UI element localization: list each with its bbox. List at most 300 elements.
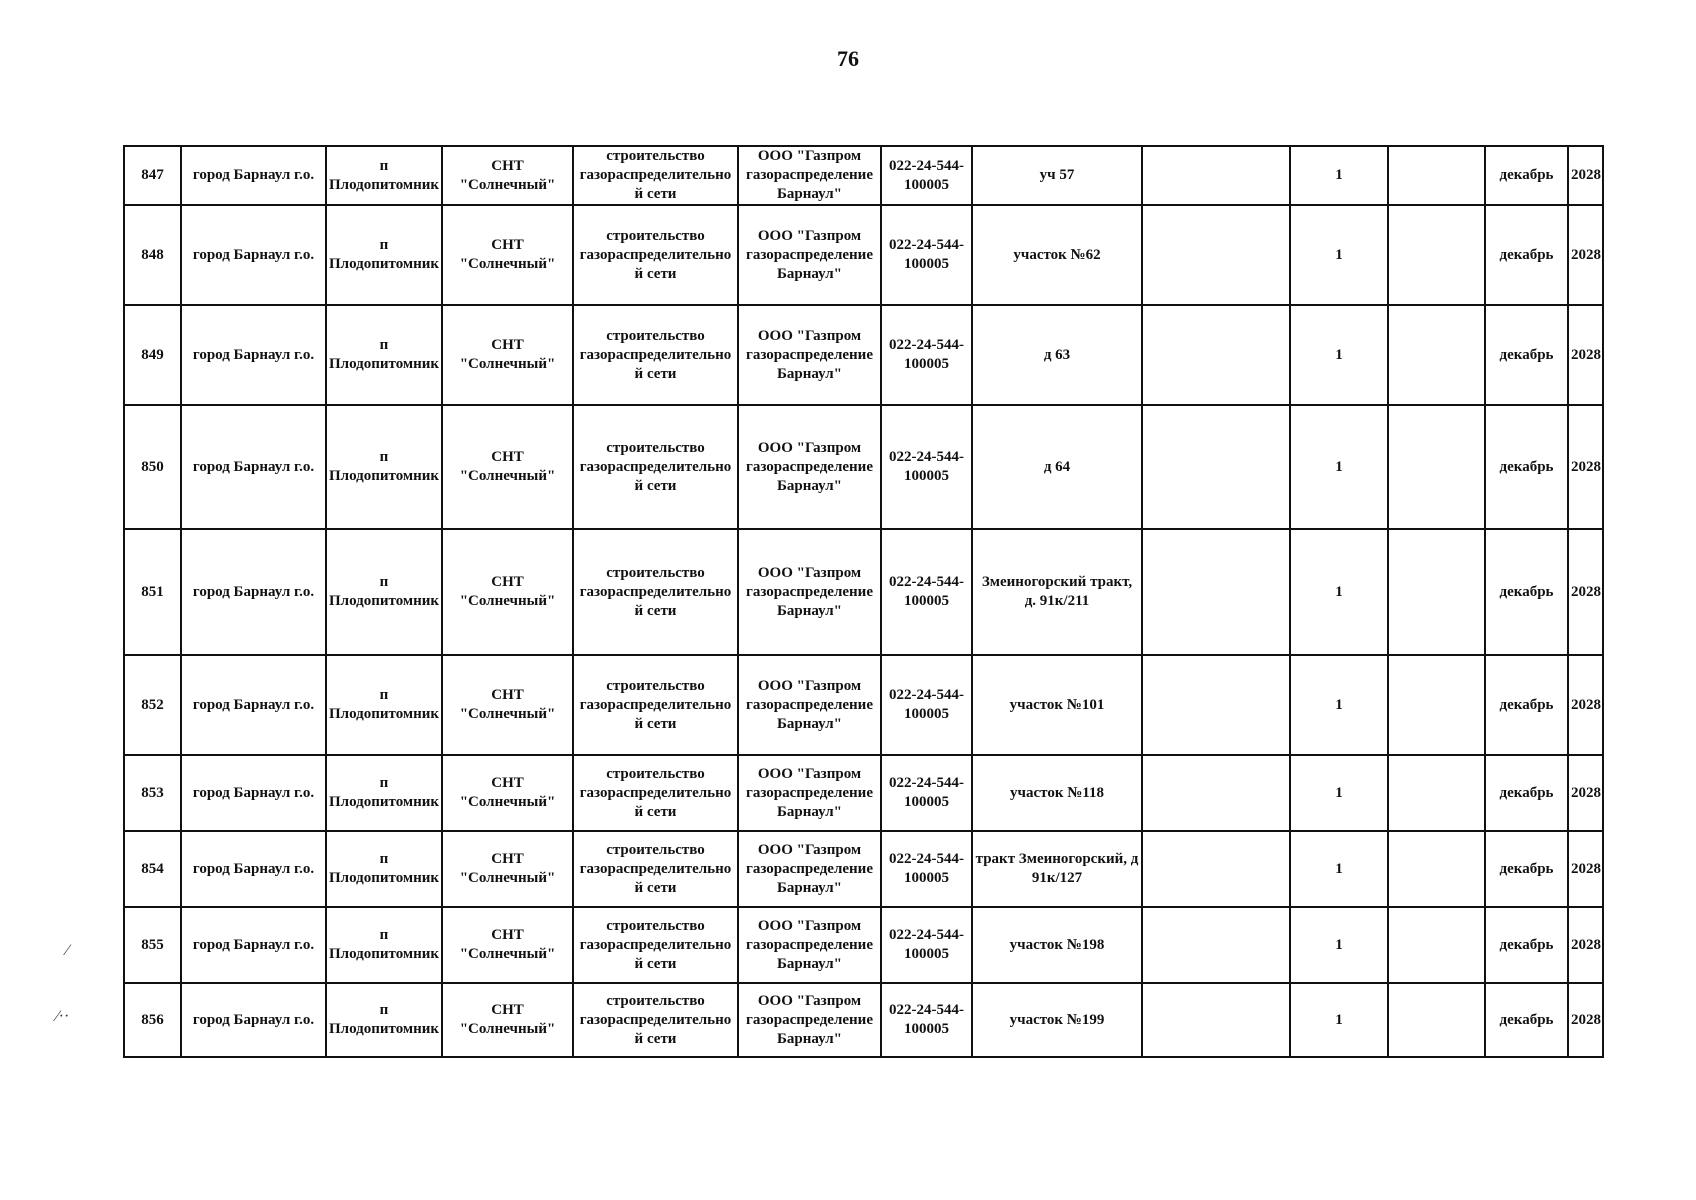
work-type-cell bbox=[573, 405, 738, 529]
org-name: "Солнечный" bbox=[459, 256, 556, 272]
empty-cell bbox=[1388, 983, 1485, 1057]
row-number-cell bbox=[124, 205, 181, 305]
table-row bbox=[124, 305, 1603, 405]
settlement-type: п bbox=[379, 337, 389, 353]
quantity-cell bbox=[1290, 529, 1388, 655]
settlement-type: п bbox=[379, 574, 389, 590]
empty-cell bbox=[1142, 146, 1290, 205]
quantity: 1 bbox=[1335, 346, 1343, 363]
year: 2028 bbox=[1571, 696, 1601, 713]
work-line: строительство bbox=[606, 564, 705, 581]
month-cell bbox=[1485, 305, 1568, 405]
row-number-cell bbox=[124, 907, 181, 983]
settlement-cell bbox=[326, 405, 442, 529]
address: участок №62 bbox=[1013, 246, 1101, 263]
operator-cell bbox=[738, 405, 881, 529]
operator-line: Барнаул" bbox=[776, 602, 842, 619]
operator-line: Барнаул" bbox=[776, 186, 842, 202]
code-line: 100005 bbox=[904, 1021, 949, 1037]
work-type-cell bbox=[573, 529, 738, 655]
organization-cell bbox=[442, 983, 573, 1057]
settlement-cell bbox=[326, 907, 442, 983]
org-name: "Солнечный" bbox=[459, 946, 556, 962]
settlement-name: Плодопитомник bbox=[329, 706, 440, 722]
row-number-cell bbox=[124, 146, 181, 205]
year-cell bbox=[1568, 983, 1603, 1057]
empty-cell bbox=[1388, 405, 1485, 529]
locality: город Барнаул г.о. bbox=[192, 1011, 315, 1028]
address-cell bbox=[972, 983, 1142, 1057]
quantity-cell bbox=[1290, 983, 1388, 1057]
row-number: 853 bbox=[141, 784, 164, 801]
locality-cell bbox=[181, 831, 326, 907]
year-cell bbox=[1568, 907, 1603, 983]
code-cell bbox=[881, 831, 972, 907]
address-cell bbox=[972, 405, 1142, 529]
code-line: 100005 bbox=[904, 468, 949, 484]
org-name: "Солнечный" bbox=[459, 593, 556, 609]
operator-line: газораспределение bbox=[746, 246, 873, 263]
settlement-name: Плодопитомник bbox=[329, 356, 440, 372]
registry-body bbox=[124, 146, 1603, 1057]
table-row bbox=[124, 983, 1603, 1057]
row-number: 850 bbox=[141, 458, 164, 475]
org-name: "Солнечный" bbox=[459, 468, 556, 484]
operator-line: ООО "Газпром bbox=[757, 765, 862, 782]
empty-cell bbox=[1388, 146, 1485, 205]
operator-line: газораспределение bbox=[746, 1011, 873, 1028]
code-line: 100005 bbox=[904, 176, 949, 193]
work-line: й сети bbox=[634, 186, 677, 202]
work-line: й сети bbox=[634, 955, 677, 972]
address-cell bbox=[972, 305, 1142, 405]
empty-cell bbox=[1388, 205, 1485, 305]
month-cell bbox=[1485, 529, 1568, 655]
org-type: СНТ bbox=[491, 449, 524, 465]
settlement-name: Плодопитомник bbox=[329, 794, 440, 810]
operator-line: газораспределение bbox=[746, 936, 873, 953]
month-cell bbox=[1485, 146, 1568, 205]
locality-cell bbox=[181, 405, 326, 529]
locality-cell bbox=[181, 305, 326, 405]
locality: город Барнаул г.о. bbox=[192, 458, 315, 475]
work-line: строительство bbox=[606, 148, 705, 164]
empty-cell bbox=[1142, 655, 1290, 755]
locality-cell bbox=[181, 983, 326, 1057]
settlement-cell bbox=[326, 831, 442, 907]
row-number: 848 bbox=[141, 246, 164, 263]
month-cell bbox=[1485, 755, 1568, 831]
month-cell bbox=[1485, 205, 1568, 305]
empty-cell bbox=[1388, 907, 1485, 983]
quantity: 1 bbox=[1335, 696, 1343, 713]
year: 2028 bbox=[1571, 936, 1601, 953]
year: 2028 bbox=[1571, 784, 1601, 801]
code-line: 022-24-544- bbox=[889, 237, 964, 253]
locality-cell bbox=[181, 146, 326, 205]
row-number-cell bbox=[124, 305, 181, 405]
code-cell bbox=[881, 305, 972, 405]
quantity-cell bbox=[1290, 146, 1388, 205]
month-cell bbox=[1485, 983, 1568, 1057]
work-type-cell bbox=[573, 755, 738, 831]
margin-mark: ⁄·· bbox=[56, 1008, 70, 1025]
year-cell bbox=[1568, 755, 1603, 831]
empty-cell bbox=[1142, 983, 1290, 1057]
operator-line: ООО "Газпром bbox=[757, 327, 862, 344]
year-cell bbox=[1568, 305, 1603, 405]
settlement-cell bbox=[326, 655, 442, 755]
work-type-cell bbox=[573, 831, 738, 907]
margin-mark: ⁄ bbox=[66, 942, 69, 959]
empty-cell bbox=[1142, 907, 1290, 983]
settlement-name: Плодопитомник bbox=[329, 176, 440, 193]
organization-cell bbox=[442, 146, 573, 205]
organization-cell bbox=[442, 655, 573, 755]
work-line: газораспределительно bbox=[579, 860, 732, 877]
organization-cell bbox=[442, 205, 573, 305]
year: 2028 bbox=[1571, 246, 1601, 263]
quantity: 1 bbox=[1335, 784, 1343, 801]
work-line: й сети bbox=[634, 365, 677, 382]
code-line: 100005 bbox=[904, 794, 949, 810]
work-line: й сети bbox=[634, 1030, 677, 1047]
operator-line: Барнаул" bbox=[776, 265, 842, 282]
month-cell bbox=[1485, 831, 1568, 907]
code-cell bbox=[881, 983, 972, 1057]
settlement-type: п bbox=[379, 687, 389, 703]
code-cell bbox=[881, 405, 972, 529]
year: 2028 bbox=[1571, 346, 1601, 363]
work-type-cell bbox=[573, 907, 738, 983]
row-number-cell bbox=[124, 655, 181, 755]
month: декабрь bbox=[1499, 696, 1554, 713]
work-line: газораспределительно bbox=[579, 1011, 732, 1028]
empty-cell bbox=[1142, 831, 1290, 907]
code-line: 022-24-544- bbox=[889, 927, 964, 943]
address-cell bbox=[972, 831, 1142, 907]
operator-line: ООО "Газпром bbox=[757, 148, 862, 164]
locality: город Барнаул г.о. bbox=[192, 167, 315, 183]
operator-cell bbox=[738, 205, 881, 305]
code-line: 022-24-544- bbox=[889, 775, 964, 791]
work-line: строительство bbox=[606, 439, 705, 456]
code-cell bbox=[881, 907, 972, 983]
work-line: строительство bbox=[606, 327, 705, 344]
year: 2028 bbox=[1571, 1011, 1601, 1028]
address-cell bbox=[972, 529, 1142, 655]
work-line: й сети bbox=[634, 602, 677, 619]
org-name: "Солнечный" bbox=[459, 706, 556, 722]
work-line: строительство bbox=[606, 917, 705, 934]
empty-cell bbox=[1388, 529, 1485, 655]
org-type: СНТ bbox=[491, 574, 524, 590]
operator-line: газораспределение bbox=[746, 458, 873, 475]
org-type: СНТ bbox=[491, 237, 524, 253]
settlement-type: п bbox=[379, 157, 389, 174]
table-row bbox=[124, 655, 1603, 755]
quantity-cell bbox=[1290, 405, 1388, 529]
month: декабрь bbox=[1499, 860, 1554, 877]
org-type: СНТ bbox=[491, 775, 524, 791]
org-name: "Солнечный" bbox=[459, 1021, 556, 1037]
operator-line: Барнаул" bbox=[776, 879, 842, 896]
work-line: газораспределительно bbox=[579, 167, 732, 183]
code-line: 100005 bbox=[904, 870, 949, 886]
settlement-name: Плодопитомник bbox=[329, 256, 440, 272]
address-cell bbox=[972, 907, 1142, 983]
locality-cell bbox=[181, 655, 326, 755]
org-type: СНТ bbox=[491, 337, 524, 353]
quantity-cell bbox=[1290, 305, 1388, 405]
code-line: 100005 bbox=[904, 706, 949, 722]
operator-cell bbox=[738, 755, 881, 831]
row-number-cell bbox=[124, 983, 181, 1057]
month: декабрь bbox=[1499, 167, 1554, 183]
quantity-cell bbox=[1290, 831, 1388, 907]
settlement-cell bbox=[326, 983, 442, 1057]
work-line: строительство bbox=[606, 841, 705, 858]
operator-line: Барнаул" bbox=[776, 803, 842, 820]
row-number: 851 bbox=[141, 583, 164, 600]
locality-cell bbox=[181, 755, 326, 831]
operator-line: ООО "Газпром bbox=[757, 677, 862, 694]
org-type: СНТ bbox=[491, 687, 524, 703]
settlement-name: Плодопитомник bbox=[329, 1021, 440, 1037]
operator-line: Барнаул" bbox=[776, 955, 842, 972]
locality: город Барнаул г.о. bbox=[192, 696, 315, 713]
month-cell bbox=[1485, 405, 1568, 529]
org-type: СНТ bbox=[491, 927, 524, 943]
code-line: 022-24-544- bbox=[889, 851, 964, 867]
operator-line: Барнаул" bbox=[776, 477, 842, 494]
row-number: 849 bbox=[141, 346, 164, 363]
locality: город Барнаул г.о. bbox=[192, 784, 315, 801]
code-cell bbox=[881, 146, 972, 205]
year: 2028 bbox=[1571, 458, 1601, 475]
work-type-cell bbox=[573, 655, 738, 755]
settlement-name: Плодопитомник bbox=[329, 870, 440, 886]
table-row bbox=[124, 907, 1603, 983]
row-number-cell bbox=[124, 831, 181, 907]
row-number: 855 bbox=[141, 936, 164, 953]
org-name: "Солнечный" bbox=[459, 356, 556, 372]
quantity: 1 bbox=[1335, 458, 1343, 475]
row-number-cell bbox=[124, 529, 181, 655]
row-number-cell bbox=[124, 755, 181, 831]
code-line: 022-24-544- bbox=[889, 574, 964, 590]
row-number: 847 bbox=[141, 167, 164, 183]
quantity: 1 bbox=[1335, 1011, 1343, 1028]
quantity-cell bbox=[1290, 907, 1388, 983]
address: участок №199 bbox=[1009, 1011, 1105, 1028]
code-line: 100005 bbox=[904, 946, 949, 962]
operator-line: газораспределение bbox=[746, 784, 873, 801]
year-cell bbox=[1568, 146, 1603, 205]
settlement-type: п bbox=[379, 1002, 389, 1018]
settlement-name: Плодопитомник bbox=[329, 468, 440, 484]
locality: город Барнаул г.о. bbox=[192, 346, 315, 363]
address: участок №198 bbox=[1009, 936, 1105, 953]
address-cell bbox=[972, 146, 1142, 205]
work-line: й сети bbox=[634, 265, 677, 282]
address: д 64 bbox=[1043, 458, 1071, 475]
table-row bbox=[124, 755, 1603, 831]
settlement-type: п bbox=[379, 237, 389, 253]
empty-cell bbox=[1388, 831, 1485, 907]
row-number: 856 bbox=[141, 1011, 164, 1028]
month: декабрь bbox=[1499, 583, 1554, 600]
operator-line: Барнаул" bbox=[776, 365, 842, 382]
month: декабрь bbox=[1499, 784, 1554, 801]
address: тракт Змеиногорский, д 91к/127 bbox=[975, 851, 1139, 886]
settlement-cell bbox=[326, 205, 442, 305]
work-line: газораспределительно bbox=[579, 346, 732, 363]
operator-line: Барнаул" bbox=[776, 1030, 842, 1047]
address-cell bbox=[972, 655, 1142, 755]
year: 2028 bbox=[1571, 167, 1601, 183]
operator-line: ООО "Газпром bbox=[757, 841, 862, 858]
month: декабрь bbox=[1499, 346, 1554, 363]
locality-cell bbox=[181, 907, 326, 983]
operator-cell bbox=[738, 907, 881, 983]
settlement-cell bbox=[326, 305, 442, 405]
empty-cell bbox=[1388, 305, 1485, 405]
operator-cell bbox=[738, 146, 881, 205]
operator-line: газораспределение bbox=[746, 583, 873, 600]
work-line: строительство bbox=[606, 992, 705, 1009]
year: 2028 bbox=[1571, 860, 1601, 877]
empty-cell bbox=[1142, 405, 1290, 529]
operator-line: газораспределение bbox=[746, 860, 873, 877]
quantity-cell bbox=[1290, 755, 1388, 831]
work-line: газораспределительно bbox=[579, 936, 732, 953]
code-line: 100005 bbox=[904, 256, 949, 272]
operator-line: газораспределение bbox=[746, 346, 873, 363]
quantity: 1 bbox=[1335, 860, 1343, 877]
work-line: газораспределительно bbox=[579, 583, 732, 600]
operator-line: газораспределение bbox=[746, 167, 873, 183]
work-line: й сети bbox=[634, 879, 677, 896]
quantity-cell bbox=[1290, 655, 1388, 755]
work-line: газораспределительно bbox=[579, 784, 732, 801]
code-line: 022-24-544- bbox=[889, 449, 964, 465]
address: д 63 bbox=[1043, 346, 1071, 363]
code-cell bbox=[881, 655, 972, 755]
month-cell bbox=[1485, 907, 1568, 983]
operator-line: ООО "Газпром bbox=[757, 992, 862, 1009]
locality: город Барнаул г.о. bbox=[192, 246, 315, 263]
code-cell bbox=[881, 529, 972, 655]
settlement-type: п bbox=[379, 775, 389, 791]
year: 2028 bbox=[1571, 583, 1601, 600]
work-type-cell bbox=[573, 983, 738, 1057]
operator-cell bbox=[738, 983, 881, 1057]
work-line: газораспределительно bbox=[579, 458, 732, 475]
year-cell bbox=[1568, 831, 1603, 907]
org-type: СНТ bbox=[491, 1002, 524, 1018]
empty-cell bbox=[1142, 529, 1290, 655]
organization-cell bbox=[442, 305, 573, 405]
organization-cell bbox=[442, 529, 573, 655]
work-line: газораспределительно bbox=[579, 696, 732, 713]
empty-cell bbox=[1142, 755, 1290, 831]
settlement-cell bbox=[326, 146, 442, 205]
month: декабрь bbox=[1499, 1011, 1554, 1028]
settlement-type: п bbox=[379, 851, 389, 867]
operator-cell bbox=[738, 831, 881, 907]
row-number: 854 bbox=[141, 860, 164, 877]
empty-cell bbox=[1142, 305, 1290, 405]
month-cell bbox=[1485, 655, 1568, 755]
row-number: 852 bbox=[141, 696, 164, 713]
org-name: "Солнечный" bbox=[459, 870, 556, 886]
operator-cell bbox=[738, 305, 881, 405]
work-type-cell bbox=[573, 305, 738, 405]
work-type-cell bbox=[573, 146, 738, 205]
operator-line: ООО "Газпром bbox=[757, 227, 862, 244]
settlement-name: Плодопитомник bbox=[329, 593, 440, 609]
org-type: СНТ bbox=[491, 851, 524, 867]
organization-cell bbox=[442, 755, 573, 831]
code-line: 022-24-544- bbox=[889, 337, 964, 353]
settlement-cell bbox=[326, 529, 442, 655]
code-cell bbox=[881, 205, 972, 305]
organization-cell bbox=[442, 907, 573, 983]
page-number: 76 bbox=[837, 46, 859, 71]
code-line: 022-24-544- bbox=[889, 687, 964, 703]
operator-line: ООО "Газпром bbox=[757, 564, 862, 581]
year-cell bbox=[1568, 529, 1603, 655]
table-row bbox=[124, 205, 1603, 305]
quantity: 1 bbox=[1335, 936, 1343, 953]
operator-cell bbox=[738, 655, 881, 755]
locality-cell bbox=[181, 529, 326, 655]
empty-cell bbox=[1388, 755, 1485, 831]
work-line: й сети bbox=[634, 803, 677, 820]
empty-cell bbox=[1388, 655, 1485, 755]
address: участок №101 bbox=[1009, 696, 1105, 713]
quantity: 1 bbox=[1335, 167, 1343, 183]
locality: город Барнаул г.о. bbox=[192, 860, 315, 877]
code-line: 022-24-544- bbox=[889, 157, 964, 174]
year-cell bbox=[1568, 405, 1603, 529]
address: Змеиногорский тракт, д. 91к/211 bbox=[981, 574, 1133, 609]
locality-cell bbox=[181, 205, 326, 305]
month: декабрь bbox=[1499, 458, 1554, 475]
settlement-name: Плодопитомник bbox=[329, 946, 440, 962]
operator-line: ООО "Газпром bbox=[757, 439, 862, 456]
settlement-type: п bbox=[379, 449, 389, 465]
locality: город Барнаул г.о. bbox=[192, 936, 315, 953]
quantity: 1 bbox=[1335, 246, 1343, 263]
operator-cell bbox=[738, 529, 881, 655]
year-cell bbox=[1568, 655, 1603, 755]
address-cell bbox=[972, 205, 1142, 305]
settlement-type: п bbox=[379, 927, 389, 943]
work-line: й сети bbox=[634, 715, 677, 732]
organization-cell bbox=[442, 405, 573, 529]
work-type-cell bbox=[573, 205, 738, 305]
year-cell bbox=[1568, 205, 1603, 305]
operator-line: Барнаул" bbox=[776, 715, 842, 732]
registry-table bbox=[123, 145, 1604, 1058]
org-name: "Солнечный" bbox=[459, 794, 556, 810]
quantity: 1 bbox=[1335, 583, 1343, 600]
organization-cell bbox=[442, 831, 573, 907]
row-number-cell bbox=[124, 405, 181, 529]
locality: город Барнаул г.о. bbox=[192, 583, 315, 600]
